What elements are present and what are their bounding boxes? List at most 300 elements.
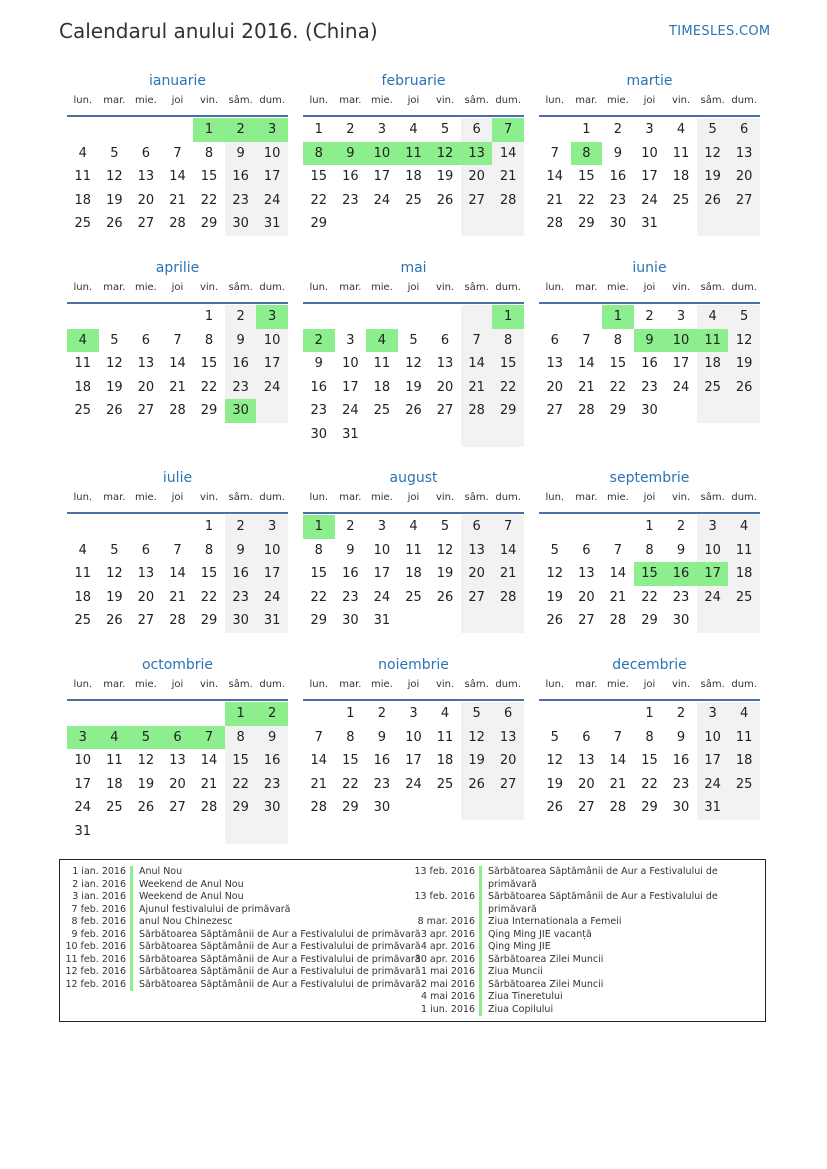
day-cell: 9: [346, 542, 355, 558]
day-cell: 25: [74, 613, 92, 629]
legend-holiday-name: Sărbătoarea Săptămânii de Aur a Festivalului de primăvară: [139, 978, 421, 990]
day-cell: 15: [641, 753, 658, 769]
day-cell: 30: [373, 800, 391, 816]
day-cell: 15: [609, 356, 627, 372]
day-cell: 15: [200, 169, 218, 185]
day-cell: 26: [697, 189, 729, 213]
day-cell: 31: [697, 796, 729, 820]
day-cell: 30: [672, 613, 690, 629]
holiday-day-cell: 1: [492, 305, 524, 329]
legend-holiday-marker: [479, 1004, 482, 1017]
day-cell: 28: [310, 800, 328, 816]
holiday-day-cell: 2: [256, 702, 288, 726]
weekday-label: joi: [171, 679, 184, 690]
day-cell: 23: [641, 379, 658, 395]
legend-date: 11 feb. 2016: [65, 953, 126, 965]
day-cell: 9: [256, 726, 288, 750]
legend-date: 12 feb. 2016: [65, 966, 126, 977]
day-cell: 24: [697, 586, 729, 610]
legend-holiday-marker: [130, 966, 133, 979]
day-cell: 8: [645, 729, 654, 745]
day-cell: 2: [645, 309, 654, 324]
day-cell: 21: [169, 589, 186, 605]
month-name: octombrie: [141, 657, 214, 673]
day-cell: 2: [676, 706, 686, 721]
day-cell: 27: [578, 800, 595, 816]
holiday-day-cell: 10: [366, 142, 398, 166]
day-cell: 15: [310, 566, 328, 582]
day-cell: 18: [373, 379, 391, 395]
day-cell: 18: [106, 776, 123, 792]
day-cell: 13: [137, 356, 155, 372]
day-cell: 26: [106, 403, 123, 419]
day-cell: 11: [373, 356, 391, 372]
weekday-label: sâm.: [700, 679, 725, 690]
month-divider: [67, 512, 288, 514]
day-cell: 31: [256, 609, 288, 633]
weekday-label: lun.: [545, 95, 565, 106]
day-cell: 9: [676, 729, 686, 745]
day-cell: 18: [405, 566, 422, 582]
month-divider: [539, 512, 760, 514]
holiday-day-cell: 1: [303, 515, 335, 539]
legend-holiday-name: Sărbătoarea Săptămânii de Aur a Festivalului de: [488, 866, 718, 877]
day-cell: 11: [106, 753, 123, 769]
legend-holiday-name-cont: primăvară: [488, 903, 537, 915]
day-cell: 14: [609, 566, 627, 582]
weekday-label: lun.: [73, 679, 93, 690]
legend-holiday-marker: [130, 954, 133, 967]
day-cell: 13: [492, 726, 524, 750]
day-cell: 16: [672, 753, 690, 769]
month-divider: [67, 302, 288, 304]
day-cell: 18: [672, 169, 690, 185]
month-name: septembrie: [609, 470, 690, 486]
day-cell: 1: [346, 706, 355, 721]
weekday-label: mar.: [103, 95, 126, 106]
weekday-label: sâm.: [464, 282, 489, 293]
weekday-label: mie.: [606, 282, 629, 293]
weekday-label: dum.: [495, 95, 521, 106]
day-cell: 3: [676, 309, 686, 324]
day-cell: 1: [204, 519, 214, 534]
legend-holiday-name: Ajunul festivalului de primăvară: [139, 903, 291, 915]
day-cell: 20: [546, 379, 564, 395]
day-cell: 15: [310, 169, 328, 185]
weekday-label: sâm.: [464, 492, 489, 503]
weekday-label: sâm.: [700, 492, 725, 503]
legend-date: 10 feb. 2016: [65, 941, 126, 952]
holiday-day-cell: 10: [665, 329, 697, 353]
day-cell: 28: [169, 403, 186, 419]
weekday-label: lun.: [309, 492, 329, 503]
day-cell: 3: [697, 515, 729, 539]
day-cell: 9: [377, 729, 387, 745]
day-cell: 13: [728, 142, 760, 166]
day-cell: 6: [141, 542, 151, 558]
day-cell: 18: [74, 589, 92, 605]
weekday-label: mar.: [339, 95, 362, 106]
day-cell: 12: [436, 542, 454, 558]
weekday-label: dum.: [259, 282, 285, 293]
day-cell: 28: [169, 613, 186, 629]
weekday-label: dum.: [259, 492, 285, 503]
holiday-day-cell: 4: [67, 329, 99, 353]
legend-holiday-marker: [479, 929, 482, 942]
month-divider: [539, 699, 760, 701]
weekday-label: lun.: [545, 492, 565, 503]
legend-holiday-name: Sărbătoarea Zilei Muncii: [488, 953, 604, 965]
weekday-label: lun.: [545, 679, 565, 690]
holiday-day-cell: 4: [366, 329, 398, 353]
day-cell: 10: [256, 142, 288, 166]
weekday-label: vin.: [199, 282, 219, 293]
weekday-label: vin.: [199, 492, 219, 503]
day-cell: 7: [582, 332, 591, 348]
page-title: Calendarul anului 2016. (China): [59, 19, 378, 43]
day-cell: 3: [346, 332, 355, 348]
day-cell: 10: [641, 145, 658, 161]
weekday-label: vin.: [435, 492, 455, 503]
day-cell: 29: [310, 216, 328, 232]
day-cell: 20: [137, 379, 155, 395]
day-cell: 12: [546, 753, 564, 769]
day-cell: 25: [436, 776, 454, 792]
day-cell: 23: [256, 773, 288, 797]
brand-link[interactable]: TIMESLES.COM: [669, 24, 771, 39]
day-cell: 22: [641, 589, 658, 605]
weekend-empty-cell: [461, 423, 493, 447]
weekend-empty-cell: [461, 305, 493, 329]
weekday-label: vin.: [435, 679, 455, 690]
day-cell: 13: [461, 539, 493, 563]
day-cell: 4: [409, 519, 418, 534]
holiday-day-cell: 13: [461, 142, 493, 166]
day-cell: 12: [728, 329, 760, 353]
day-cell: 11: [728, 539, 760, 563]
day-cell: 11: [74, 169, 92, 185]
weekday-label: vin.: [435, 282, 455, 293]
month-divider: [303, 302, 524, 304]
legend-date: 8 feb. 2016: [71, 916, 126, 927]
day-cell: 9: [314, 356, 323, 372]
weekday-label: sâm.: [464, 95, 489, 106]
day-cell: 16: [373, 753, 391, 769]
legend-date: 4 apr. 2016: [420, 941, 475, 952]
day-cell: 16: [310, 379, 328, 395]
day-cell: 2: [346, 519, 355, 534]
day-cell: 24: [373, 589, 391, 605]
day-cell: 15: [200, 566, 218, 582]
day-cell: 26: [461, 773, 493, 797]
holiday-day-cell: 7: [492, 118, 524, 142]
day-cell: 23: [672, 776, 690, 792]
holiday-day-cell: 16: [665, 562, 697, 586]
month-name: decembrie: [612, 657, 687, 673]
day-cell: 22: [609, 379, 627, 395]
day-cell: 12: [137, 753, 155, 769]
legend-date: 7 feb. 2016: [71, 903, 126, 915]
day-cell: 30: [641, 403, 658, 419]
weekday-label: lun.: [309, 282, 329, 293]
holiday-day-cell: 3: [67, 726, 99, 750]
holiday-day-cell: 8: [571, 142, 603, 166]
day-cell: 1: [645, 706, 654, 721]
day-cell: 17: [256, 562, 288, 586]
day-cell: 26: [436, 589, 454, 605]
day-cell: 23: [342, 589, 359, 605]
day-cell: 14: [492, 539, 524, 563]
day-cell: 17: [641, 169, 658, 185]
day-cell: 3: [256, 515, 288, 539]
day-cell: 31: [641, 216, 658, 232]
legend-holiday-name: Ziua Muncii: [488, 966, 543, 977]
day-cell: 28: [578, 403, 595, 419]
day-cell: 10: [697, 726, 729, 750]
holiday-day-cell: 2: [225, 118, 257, 142]
day-cell: 17: [256, 352, 288, 376]
holiday-day-cell: 11: [398, 142, 430, 166]
day-cell: 11: [405, 542, 422, 558]
legend-date: 3 apr. 2016: [420, 928, 475, 940]
day-cell: 8: [645, 542, 654, 558]
legend-date: 8 mar. 2016: [417, 916, 475, 927]
day-cell: 27: [137, 613, 155, 629]
day-cell: 10: [373, 542, 391, 558]
day-cell: 24: [672, 379, 690, 395]
holiday-day-cell: 1: [602, 305, 634, 329]
day-cell: 13: [578, 753, 595, 769]
day-cell: 29: [342, 800, 359, 816]
month-name: august: [389, 470, 438, 486]
day-cell: 26: [106, 613, 123, 629]
day-cell: 16: [641, 356, 658, 372]
day-cell: 6: [440, 332, 450, 348]
day-cell: 6: [582, 542, 591, 558]
day-cell: 11: [74, 356, 92, 372]
weekday-label: lun.: [309, 679, 329, 690]
day-cell: 27: [492, 773, 524, 797]
legend-date: 12 feb. 2016: [65, 978, 126, 990]
weekday-label: lun.: [545, 282, 565, 293]
day-cell: 16: [256, 749, 288, 773]
day-cell: 22: [310, 192, 328, 208]
day-cell: 11: [74, 566, 92, 582]
day-cell: 15: [200, 356, 218, 372]
day-cell: 29: [310, 613, 328, 629]
legend-holiday-name: Weekend de Anul Nou: [139, 878, 244, 890]
weekday-label: mie.: [606, 492, 629, 503]
day-cell: 25: [373, 403, 391, 419]
month-name: februarie: [381, 73, 446, 89]
weekend-empty-cell: [728, 796, 760, 820]
day-cell: 19: [546, 776, 564, 792]
day-cell: 6: [461, 515, 493, 539]
day-cell: 21: [169, 192, 186, 208]
day-cell: 14: [492, 142, 524, 166]
day-cell: 10: [342, 356, 359, 372]
day-cell: 26: [106, 216, 123, 232]
legend-holiday-marker: [130, 866, 133, 879]
day-cell: 20: [492, 749, 524, 773]
day-cell: 30: [342, 613, 359, 629]
day-cell: 29: [641, 800, 658, 816]
day-cell: 7: [613, 729, 623, 745]
day-cell: 23: [225, 189, 257, 213]
legend-date: 1 iun. 2016: [421, 1003, 475, 1015]
day-cell: 18: [436, 753, 454, 769]
day-cell: 26: [436, 192, 454, 208]
day-cell: 28: [609, 613, 627, 629]
day-cell: 24: [74, 800, 92, 816]
day-cell: 3: [377, 122, 387, 137]
day-cell: 8: [346, 729, 355, 745]
day-cell: 24: [405, 776, 422, 792]
weekday-label: mar.: [575, 679, 598, 690]
weekday-label: joi: [407, 282, 420, 293]
day-cell: 4: [409, 122, 418, 137]
weekday-label: sâm.: [228, 492, 253, 503]
weekend-empty-cell: [697, 212, 729, 236]
weekday-label: vin.: [671, 679, 691, 690]
legend-date: 4 mai 2016: [421, 991, 475, 1002]
day-cell: 27: [436, 403, 454, 419]
day-cell: 30: [609, 216, 627, 232]
day-cell: 16: [342, 566, 359, 582]
day-cell: 14: [169, 169, 186, 185]
day-cell: 13: [169, 753, 186, 769]
day-cell: 5: [440, 519, 450, 534]
day-cell: 4: [728, 515, 760, 539]
weekday-label: sâm.: [700, 282, 725, 293]
legend-holiday-marker: [130, 879, 133, 892]
day-cell: 12: [106, 566, 123, 582]
day-cell: 21: [609, 589, 627, 605]
holiday-day-cell: 30: [225, 399, 257, 423]
legend-holiday-name: Ziua Copilului: [488, 1003, 554, 1015]
day-cell: 28: [492, 189, 524, 213]
month-name: noiembrie: [378, 657, 449, 673]
legend-date: 2 ian. 2016: [72, 878, 126, 890]
weekend-empty-cell: [697, 399, 729, 423]
day-cell: 10: [256, 329, 288, 353]
day-cell: 5: [110, 145, 119, 161]
legend-holiday-marker: [479, 866, 482, 879]
legend-holiday-name: Sărbătoarea Săptămânii de Aur a Festivalului de primăvară: [139, 941, 421, 952]
weekday-label: dum.: [495, 492, 521, 503]
weekend-empty-cell: [225, 820, 257, 844]
day-cell: 2: [225, 515, 257, 539]
day-cell: 30: [310, 427, 328, 442]
day-cell: 10: [256, 539, 288, 563]
day-cell: 10: [74, 753, 92, 769]
legend-date: 1 ian. 2016: [72, 866, 126, 877]
weekday-label: sâm.: [464, 679, 489, 690]
month-divider: [539, 115, 760, 117]
weekend-empty-cell: [461, 212, 493, 236]
day-cell: 5: [550, 542, 559, 558]
day-cell: 30: [672, 800, 690, 816]
month-divider: [303, 699, 524, 701]
day-cell: 23: [342, 192, 359, 208]
day-cell: 21: [578, 379, 595, 395]
day-cell: 12: [461, 726, 493, 750]
day-cell: 22: [342, 776, 359, 792]
day-cell: 5: [550, 729, 559, 745]
weekday-label: sâm.: [228, 679, 253, 690]
day-cell: 27: [728, 189, 760, 213]
day-cell: 23: [225, 586, 257, 610]
day-cell: 17: [373, 169, 391, 185]
day-cell: 20: [169, 776, 186, 792]
legend-holiday-name: Sărbătoarea Săptămânii de Aur a Festivalului de primăvară: [139, 953, 421, 965]
day-cell: 22: [225, 773, 257, 797]
day-cell: 26: [137, 800, 155, 816]
weekend-empty-cell: [492, 212, 524, 236]
weekend-empty-cell: [461, 796, 493, 820]
legend-holiday-name: Sărbătoarea Zilei Muncii: [488, 978, 604, 990]
weekday-label: mar.: [575, 95, 598, 106]
weekday-label: mar.: [339, 492, 362, 503]
day-cell: 19: [461, 749, 493, 773]
legend-holiday-marker: [130, 916, 133, 929]
day-cell: 11: [436, 729, 454, 745]
day-cell: 17: [256, 165, 288, 189]
day-cell: 24: [342, 403, 359, 419]
day-cell: 22: [641, 776, 658, 792]
day-cell: 29: [609, 403, 627, 419]
day-cell: 27: [461, 586, 493, 610]
legend-holiday-name: Sărbătoarea Săptămânii de Aur a Festivalului de: [488, 891, 718, 902]
weekday-label: mie.: [134, 492, 157, 503]
day-cell: 25: [74, 403, 92, 419]
legend-holiday-marker: [130, 891, 133, 904]
day-cell: 22: [200, 379, 218, 395]
weekday-label: mar.: [339, 282, 362, 293]
weekday-label: mar.: [103, 679, 126, 690]
weekend-empty-cell: [728, 212, 760, 236]
day-cell: 22: [200, 589, 218, 605]
day-cell: 28: [461, 399, 493, 423]
day-cell: 20: [578, 776, 595, 792]
day-cell: 15: [342, 753, 359, 769]
day-cell: 30: [225, 609, 257, 633]
day-cell: 7: [173, 542, 182, 558]
day-cell: 23: [310, 403, 328, 419]
day-cell: 15: [578, 169, 595, 185]
day-cell: 2: [346, 122, 355, 137]
weekday-label: joi: [643, 95, 656, 106]
weekday-label: lun.: [73, 492, 93, 503]
weekday-label: joi: [171, 95, 184, 106]
holiday-day-cell: 1: [225, 702, 257, 726]
day-cell: 6: [492, 702, 524, 726]
day-cell: 25: [405, 192, 422, 208]
day-cell: 24: [256, 376, 288, 400]
day-cell: 4: [728, 702, 760, 726]
day-cell: 29: [492, 399, 524, 423]
day-cell: 3: [697, 702, 729, 726]
day-cell: 23: [609, 192, 627, 208]
day-cell: 1: [645, 519, 654, 534]
day-cell: 5: [409, 332, 418, 348]
legend-holiday-name: Ziua Tineretului: [488, 991, 563, 1002]
weekday-label: mie.: [370, 282, 393, 293]
day-cell: 27: [169, 800, 186, 816]
day-cell: 20: [461, 562, 493, 586]
day-cell: 28: [546, 216, 564, 232]
day-cell: 17: [405, 753, 422, 769]
